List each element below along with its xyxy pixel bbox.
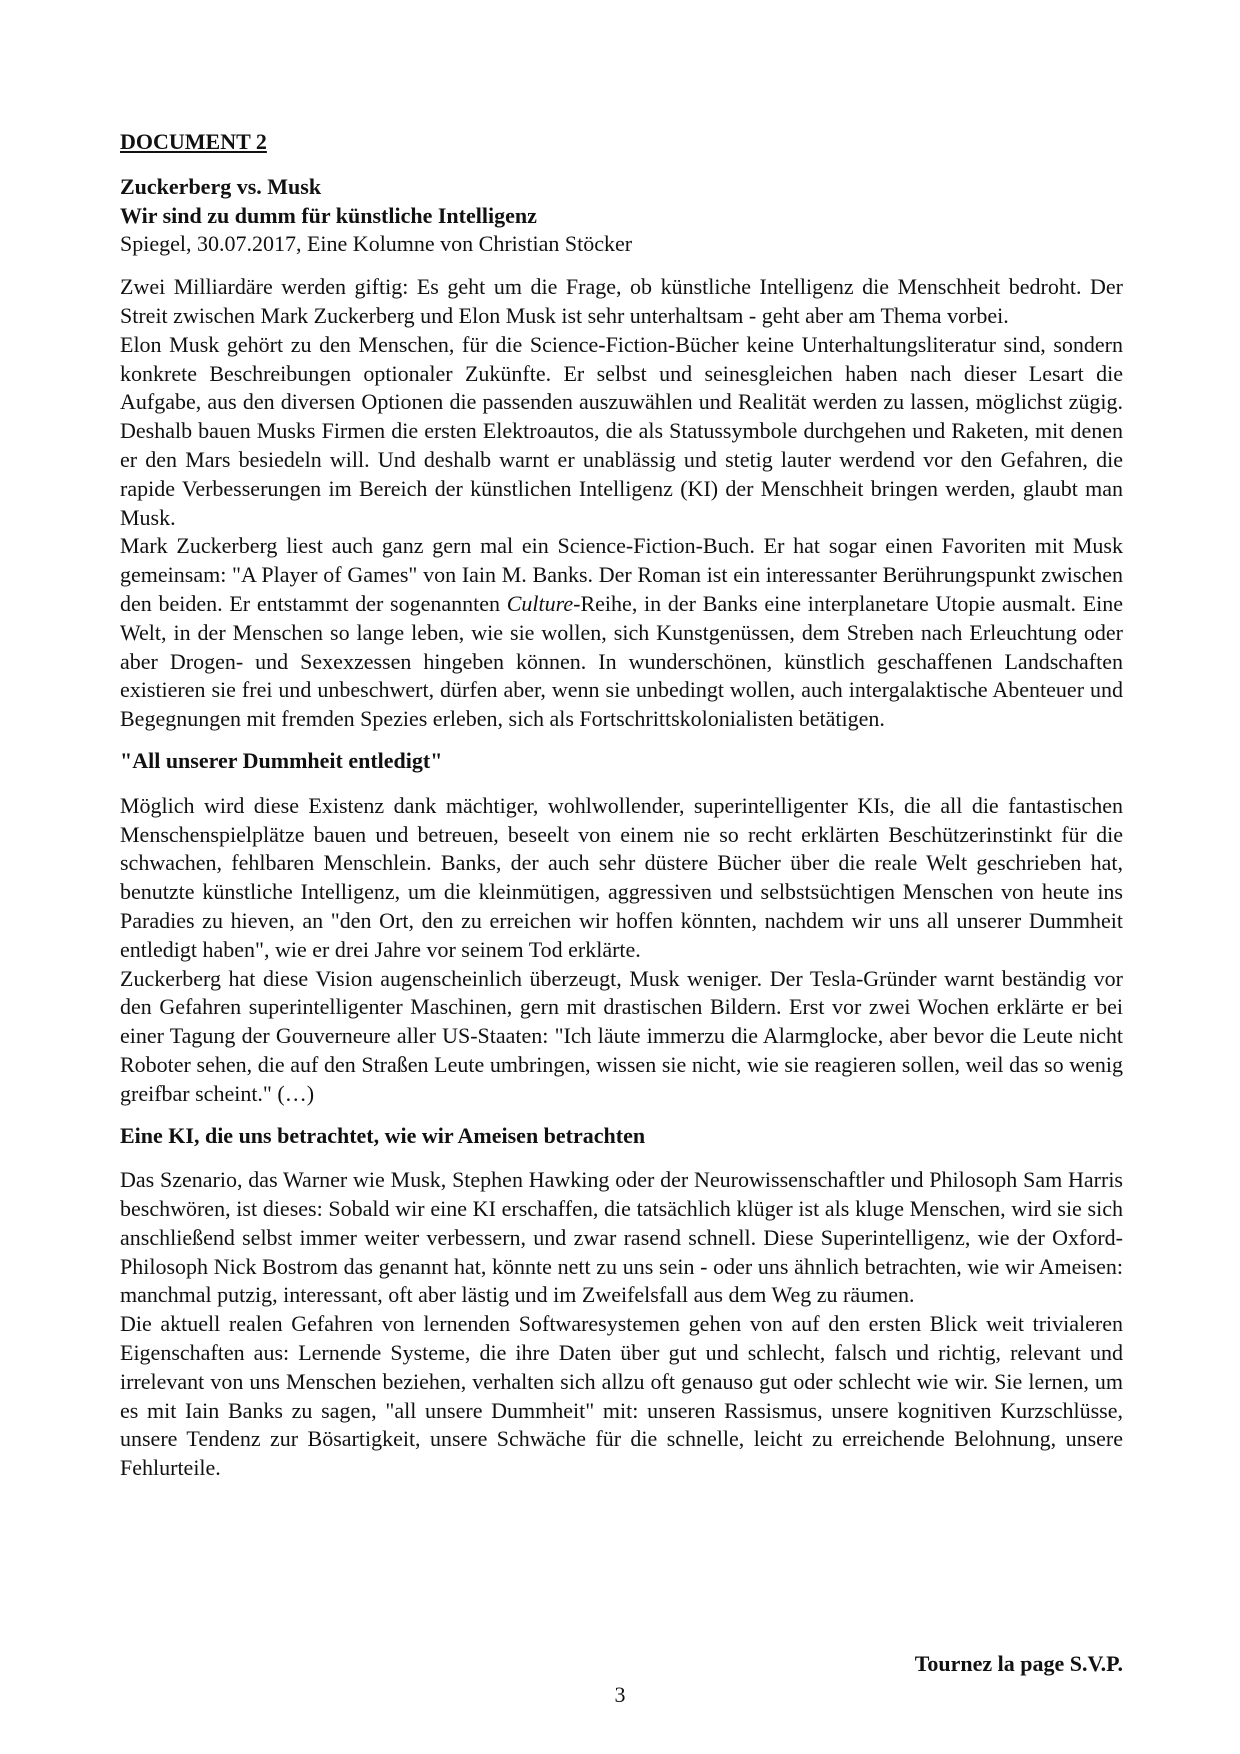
paragraph-5: Zuckerberg hat diese Vision augenscheinlich überzeugt, Musk weniger. Der Tesla-Gründer warnt beständig vor den Gefahren superintelligenter Maschinen, gern mit drastischen Bildern. Erst vor zwei Wochen erklärte er bei einer Tagung der Gouverneure aller US-Staaten: "Ich läute immerzu die Alarmglocke, aber bevor die Leute nicht Roboter sehen, die auf den Straßen Leute umbringen, wissen sie nicht, wie sie reagieren sollen, weil das so wenig greifbar scheint." (…) — [120, 965, 1123, 1106]
paragraph-2: Elon Musk gehört zu den Menschen, für die Science-Fiction-Bücher keine Unterhaltungsliteratur sind, sondern konkrete Beschreibungen optionaler Zukünfte. Er selbst und seinesgleichen haben nach dieser Lesart die Aufgabe, aus den diversen Optionen die passenden auszuwählen und Realität werden zu lassen, möglichst zügig. Deshalb bauen Musks Firmen die ersten Elektroautos, die als Statussymbole durchgehen und Raketen, mit denen er den Mars besiedeln will. Und deshalb warnt er unablässig und stetig lauter werdend vor den Gefahren, die rapide Verbesserungen im Bereich der künstlichen Intelligenz (KI) der Menschheit bringen werden, glaubt man Musk. — [120, 331, 1123, 530]
paragraph-3-part-2: -Reihe, in der Banks eine interplanetare Utopie ausmalt. Eine Welt, in der Menschen so lange leben, wie sie wollen, sich Kunstgenüssen, dem Streben nach Erleuchtung oder aber Drogen- und Sexexzessen hingeben können. In wunderschönen, künstlich geschaffenen Landschaften existieren sie frei und unbeschwert, dürfen aber, wenn sie unbedingt wollen, auch intergalaktische Abenteuer und Begegnungen mit fremden Spezies erleben, sich als Fortschrittskolonialisten betätigen. — [120, 590, 1124, 732]
article-title-line2: Wir sind zu dumm für künstliche Intelligenz — [120, 202, 537, 228]
section-heading-2: Eine KI, die uns betrachtet, wie wir Ameisen betrachten — [120, 1122, 646, 1148]
paragraph-1: Zwei Milliardäre werden giftig: Es geht um die Frage, ob künstliche Intelligenz die Menschheit bedroht. Der Streit zwischen Mark Zuckerberg und Elon Musk ist sehr unterhaltsam - geht aber am Thema vorbei. — [120, 274, 1123, 328]
section-heading-1: "All unserer Dummheit entledigt" — [120, 747, 443, 773]
paragraph-6: Das Szenario, das Warner wie Musk, Stephen Hawking oder der Neurowissenschaftler und Philosoph Sam Harris beschwören, ist dieses: Sobald wir eine KI erschaffen, die tatsächlich klüger ist als kluge Menschen, wird sie sich anschließend selbst immer weiter verbessern, und zwar rasend schnell. Diese Superintelligenz, wie der Oxford-Philosoph Nick Bostrom das genannt hat, könnte nett zu uns sein - oder uns ähnlich betrachten, wie wir Ameisen: manchmal putzig, interessant, oft aber lästig und im Zweifelsfall aus dem Weg zu räumen. — [120, 1167, 1123, 1308]
paragraph-3-part-1: Mark Zuckerberg liest auch ganz gern mal ein Science-Fiction-Buch. Er hat sogar einen Favoriten mit Musk gemeinsam: "A Player of Games" von Iain M. Banks. Der Roman ist ein interessanter Berührungspunkt zwischen den beiden. Er entstammt der sogenannten — [120, 533, 1123, 616]
article-title-line1: Zuckerberg vs. Musk — [120, 173, 322, 199]
culture-italic: Culture — [506, 590, 574, 616]
document-label: DOCUMENT 2 — [120, 129, 267, 154]
paragraph-7: Die aktuell realen Gefahren von lernenden Softwaresystemen gehen von auf den ersten Blick weit trivialeren Eigenschaften aus: Lernende Systeme, die ihre Daten über gut und schlecht, falsch und richtig, relevant und irrelevant von uns Menschen beziehen, verhalten sich allzu oft genauso gut oder schlecht wie wir. Sie lernen, um es mit Iain Banks zu sagen, "all unsere Dummheit" mit: unseren Rassismus, unsere kognitiven Kurzschlüsse, unsere Tendenz zur Bösartigkeit, unsere Schwäche für die schnelle, leicht zu erreichende Belohnung, unsere Fehlurteile. — [120, 1311, 1123, 1481]
article-source: Spiegel, 30.07.2017, Eine Kolumne von Christian Stöcker — [120, 231, 633, 257]
document-page — [120, 128, 1123, 1483]
paragraph-3 — [120, 532, 1123, 734]
paragraph-4: Möglich wird diese Existenz dank mächtiger, wohlwollender, superintelligenter KIs, die all die fantastischen Menschenspielplätze bauen und betreuen, beseelt von einem nie so recht erklärten Beschützerinstinkt für die schwachen, fehlbaren Menschlein. Banks, der auch sehr düstere Bücher über die reale Welt geschrieben hat, benutzte künstliche Intelligenz, um die kleinmütigen, aggressiven und selbstsüchtigen Menschen von heute ins Paradies zu hieven, an "den Ort, den zu erreichen wir hoffen könnten, nachdem wir uns all unserer Dummheit entledigt haben", wie er drei Jahre vor seinem Tod erklärte. — [120, 792, 1123, 962]
turn-page-note: Tournez la page S.V.P. — [914, 1651, 1123, 1676]
page-number: 3 — [614, 1682, 626, 1707]
